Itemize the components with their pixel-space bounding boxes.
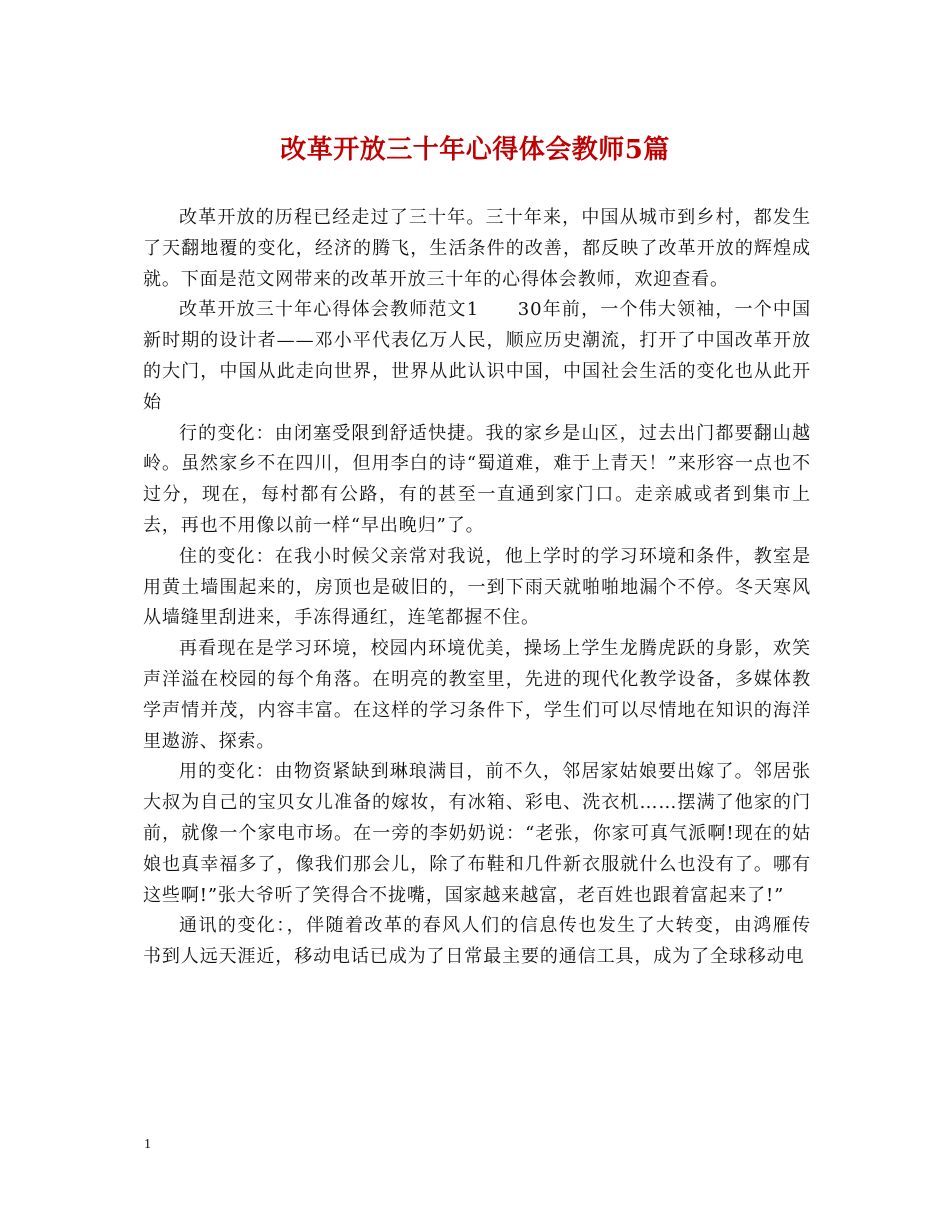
document-body <box>143 203 811 973</box>
paragraph-essay-1-opening: 改革开放三十年心得体会教师范文1 30年前，一个伟大领袖，一个中国新时期的设计者——邓小平代表亿万人民，顺应历史潮流，打开了中国改革开放的大门，中国从此走向世界，世界从此认识中国，中国社会生活的变化也从此开始 <box>143 299 811 413</box>
paragraph-travel-change: 行的变化：由闭塞受限到舒适快捷。我的家乡是山区，过去出门都要翻山越岭。虽然家乡不在四川，但用李白的诗“蜀道难，难于上青天！”来形容一点也不过分，现在，每村都有公路，有的甚至一直通到家门口。走亲戚或者到集市上去，再也不用像以前一样“早出晚归”了。 <box>143 422 811 536</box>
paragraph-goods-change: 用的变化：由物资紧缺到琳琅满目，前不久，邻居家姑娘要出嫁了。邻居张大叔为自己的宝贝女儿准备的嫁妆，有冰箱、彩电、洗衣机……摆满了他家的门前，就像一个家电市场。在一旁的李奶奶说：“老张，你家可真气派啊!现在的姑娘也真幸福多了，像我们那会儿，除了布鞋和几件新衣服就什么也没有了。哪有这些啊!”张大爷听了笑得合不拢嘴，国家越来越富，老百姓也跟着富起来了!” <box>143 761 811 906</box>
paragraph-housing-change: 住的变化：在我小时候父亲常对我说，他上学时的学习环境和条件，教室是用黄土墙围起来的，房顶也是破旧的，一到下雨天就啪啪地漏个不停。冬天寒风从墙缝里刮进来，手冻得通红，连笔都握不住。 <box>143 545 811 629</box>
page-number: 1 <box>144 1137 151 1152</box>
paragraph-learning-environment: 再看现在是学习环境，校园内环境优美，操场上学生龙腾虎跃的身影，欢笑声洋溢在校园的每个角落。在明亮的教室里，先进的现代化教学设备，多媒体教学声情并茂，内容丰富。在这样的学习条件下，学生们可以尽情地在知识的海洋里遨游、探索。 <box>143 638 811 752</box>
document-title: 改革开放三十年心得体会教师5篇 <box>280 135 670 165</box>
paragraph-intro: 改革开放的历程已经走过了三十年。三十年来，中国从城市到乡村，都发生了天翻地覆的变化，经济的腾飞，生活条件的改善，都反映了改革开放的辉煌成就。下面是范文网带来的改革开放三十年的心得体会教师，欢迎查看。 <box>143 207 811 290</box>
paragraph-communication-change: 通讯的变化：，伴随着改革的春风人们的信息传也发生了大转变，由鸿雁传书到人远天涯近，移动电话已成为了日常最主要的通信工具，成为了全球移动电 <box>143 915 811 968</box>
